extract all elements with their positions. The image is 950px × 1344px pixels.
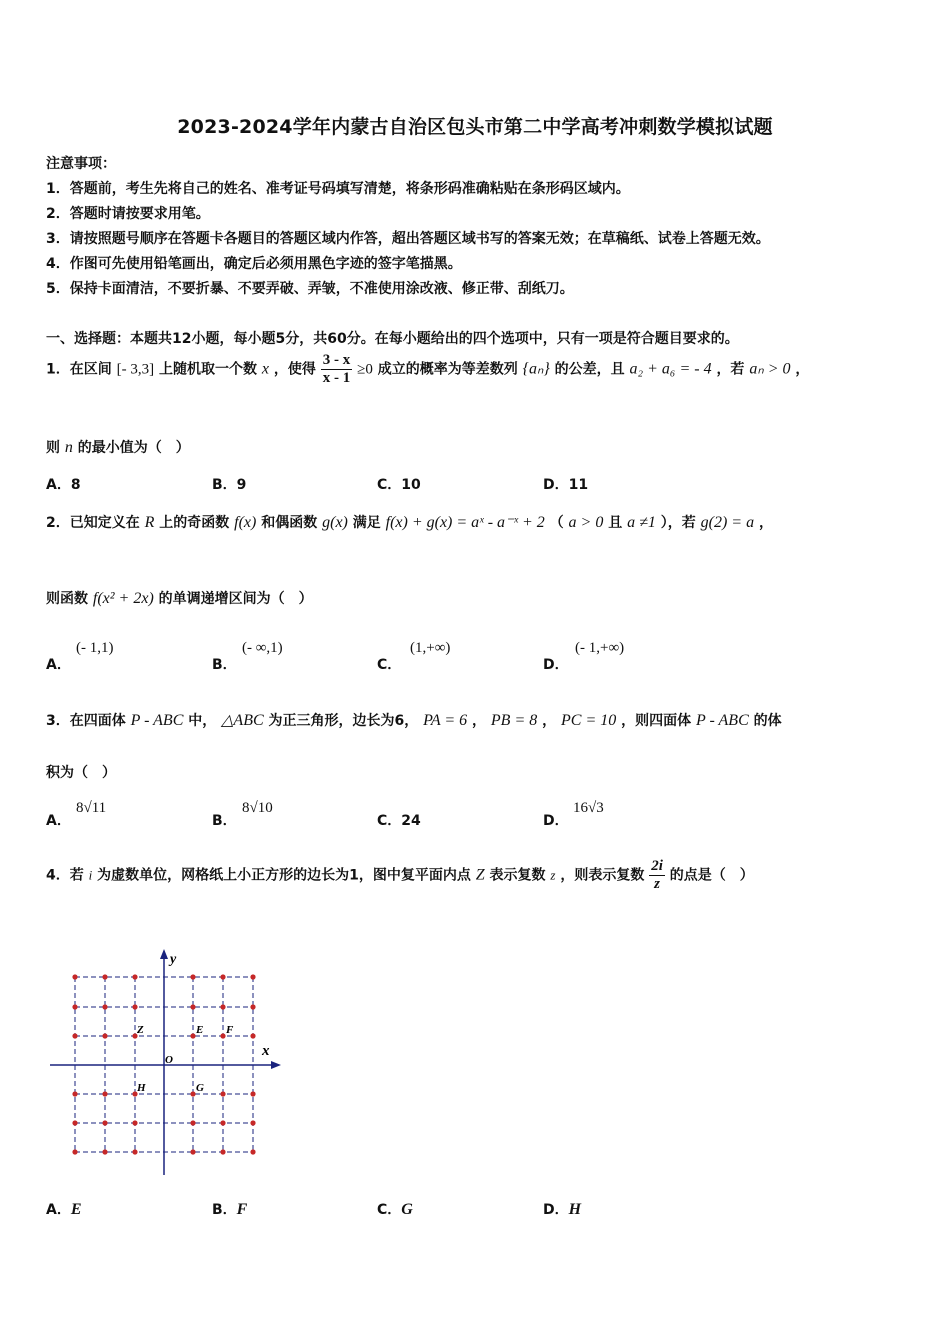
grid-dot <box>190 974 195 979</box>
q2-g: g(x) <box>322 514 348 531</box>
grid-dot <box>250 1033 255 1038</box>
q2-option-a-value[interactable]: (- 1,1) <box>76 640 114 656</box>
point-e-label: E <box>196 1024 204 1036</box>
notice-item: 1．答题前，考生先将自己的姓名、准考证号码填写清楚，将条形码准确粘贴在条形码区域内。 <box>46 181 630 197</box>
q1-var: x <box>261 360 269 378</box>
q3-option-d-value[interactable]: 16√3 <box>573 800 604 816</box>
q2-text: 且 <box>608 515 623 531</box>
q2-option-d-value[interactable]: (- 1,+∞) <box>575 640 625 656</box>
grid-dot <box>132 1004 137 1009</box>
grid-dot <box>72 974 77 979</box>
q2-cond: a ≠1 <box>627 514 656 531</box>
notice-item: 5．保持卡面清洁，不要折暴、不要弄破、弄皱，不准使用涂改液、修正带、刮纸刀。 <box>46 281 574 297</box>
q4-option-d-value: H <box>568 1201 582 1218</box>
q2-text: ， <box>758 515 773 531</box>
q1-fraction-den: x - 1 <box>322 370 351 386</box>
q2-text: 和偶函数 <box>261 515 318 531</box>
q1-text: 上随机取一个数 <box>159 361 257 378</box>
q4-option-c-value: G <box>401 1201 413 1218</box>
grid-dot <box>220 1149 225 1154</box>
notice-item: 3．请按照题号顺序在答题卡各题目的答题区域内作答，超出答题区域书写的答案无效；在草稿纸、试卷上答题无效。 <box>46 231 770 247</box>
grid-dot <box>102 1033 107 1038</box>
q3-line2: 积为（ ） <box>46 765 116 781</box>
q4-text: ，则表示复数 <box>560 867 645 884</box>
q2-f: f(x) <box>234 514 257 531</box>
q3-option-c[interactable]: C．24 <box>377 813 421 829</box>
q2-text: 上的奇函数 <box>159 515 230 531</box>
q1-seq: {aₙ} <box>522 360 550 378</box>
q1-var-n: n <box>64 439 73 456</box>
q4-option-a[interactable] <box>46 1199 82 1219</box>
q4-option-b[interactable] <box>212 1199 247 1219</box>
notice-item: 4．作图可先使用铅笔画出，确定后必须用黑色字迹的签字笔描黑。 <box>46 256 462 272</box>
q1-cond: a₂ + a₆ = - 4 <box>629 360 712 378</box>
grid-dot <box>102 1004 107 1009</box>
grid-dot <box>220 1033 225 1038</box>
q3-option-d-label[interactable]: D． <box>543 813 569 829</box>
q4-z: z <box>550 867 556 883</box>
q1-ge: ≥0 <box>357 361 373 378</box>
q1-option-c[interactable]: C．10 <box>377 477 421 493</box>
q4-option-d-label: D． <box>543 1202 569 1218</box>
q4-i: i <box>88 867 93 883</box>
q1-cond2: aₙ > 0 <box>749 360 791 378</box>
q4-option-c-label: C． <box>377 1202 402 1218</box>
grid-dot <box>132 974 137 979</box>
q1-text: ， <box>795 361 810 378</box>
q4-option-b-value: F <box>236 1201 248 1218</box>
question-3 <box>46 710 782 730</box>
grid-dot <box>132 1120 137 1125</box>
q3-text: 中， <box>188 713 217 729</box>
q2-text: 满足 <box>352 515 381 531</box>
q2-option-a-label[interactable]: A． <box>46 657 71 673</box>
x-axis-label: x <box>262 1043 270 1059</box>
q3-pb: PB = 8 <box>490 712 538 729</box>
complex-plane-figure <box>45 945 290 1180</box>
q2-cond: g(2) = a <box>700 514 755 531</box>
q3-triangle: △ABC <box>221 712 264 729</box>
q3-text: 为正三角形，边长为6， <box>268 713 419 729</box>
grid-dot <box>220 974 225 979</box>
q1-option-d[interactable]: D．11 <box>543 477 589 493</box>
point-z-label: Z <box>137 1024 144 1036</box>
q2-var: R <box>144 514 155 531</box>
q1-fraction <box>321 352 353 387</box>
point-h-label: H <box>137 1082 146 1094</box>
grid-dot <box>190 1149 195 1154</box>
q3-tetra: P - ABC <box>696 712 749 729</box>
q3-option-a-value[interactable]: 8√11 <box>76 800 107 816</box>
notice-heading: 注意事项： <box>46 156 116 172</box>
q3-pa: PA = 6 <box>423 712 468 729</box>
grid-dot <box>72 1004 77 1009</box>
q3-option-a-label[interactable]: A． <box>46 813 71 829</box>
q4-fraction-den: z <box>654 876 660 892</box>
grid-dot <box>250 1149 255 1154</box>
section-heading: 一、选择题：本题共12小题，每小题5分，共60分。在每小题给出的四个选项中，只有一项是符合题目要求的。 <box>46 331 739 347</box>
grid-dot <box>190 1033 195 1038</box>
grid-dot <box>250 1091 255 1096</box>
q4-text: 为虚数单位，网格纸上小正方形的边长为1，图中复平面内点 <box>97 867 471 884</box>
q1-text: 1．在区间 <box>46 361 112 378</box>
q2-cond: a > 0 <box>568 514 604 531</box>
q4-point-z: Z <box>475 866 485 884</box>
grid-dot <box>220 1091 225 1096</box>
y-axis-arrow <box>160 949 168 959</box>
grid-dot <box>190 1091 195 1096</box>
q2-fx: f(x² + 2x) <box>92 590 154 607</box>
q4-fraction <box>649 858 665 893</box>
q4-option-a-value: E <box>70 1201 82 1218</box>
question-4 <box>46 858 754 893</box>
q3-text: 的体 <box>753 713 782 729</box>
y-axis-label: y <box>170 952 177 967</box>
q2-text: 的单调递增区间为（ ） <box>158 591 313 607</box>
point-f-label: F <box>226 1024 234 1036</box>
q2-option-c-value[interactable]: (1,+∞) <box>410 640 451 656</box>
grid-dot <box>250 1004 255 1009</box>
grid-dot <box>102 974 107 979</box>
grid-dot <box>190 1004 195 1009</box>
q2-line2 <box>46 588 313 608</box>
grid-dot <box>72 1120 77 1125</box>
q1-text: 则 <box>46 440 60 456</box>
q1-text: ，若 <box>716 361 745 378</box>
q2-option-c-label[interactable]: C． <box>377 657 402 673</box>
q1-option-a[interactable]: A．8 <box>46 477 81 493</box>
page-title: 2023-2024学年内蒙古自治区包头市第二中学高考冲刺数学模拟试题 <box>177 116 773 138</box>
q3-option-c-label: C． <box>377 813 402 829</box>
question-2 <box>46 512 773 532</box>
q3-text: 3．在四面体 <box>46 713 126 729</box>
q2-option-b-value[interactable]: (- ∞,1) <box>242 640 283 656</box>
grid-dot <box>220 1004 225 1009</box>
grid-dot <box>250 1120 255 1125</box>
q4-option-d[interactable] <box>543 1199 581 1219</box>
q4-option-a-label: A． <box>46 1202 71 1218</box>
q4-text: 表示复数 <box>489 867 546 884</box>
q3-option-b-value[interactable]: 8√10 <box>242 800 273 816</box>
grid-dot <box>72 1149 77 1154</box>
grid-dot <box>250 974 255 979</box>
q2-text: 2．已知定义在 <box>46 515 140 531</box>
q3-option-b-label[interactable]: B． <box>212 813 237 829</box>
q2-option-b-label[interactable]: B． <box>212 657 237 673</box>
grid-dot <box>72 1033 77 1038</box>
grid-dot <box>132 1149 137 1154</box>
grid-dot <box>190 1120 195 1125</box>
q1-interval: [- 3,3] <box>116 361 155 378</box>
grid-dot <box>102 1091 107 1096</box>
q3-text: ， <box>542 713 557 729</box>
q2-text: 则函数 <box>46 591 88 607</box>
q4-fraction-num: 2i <box>651 858 663 874</box>
q4-option-c[interactable] <box>377 1199 413 1219</box>
grid-dot <box>102 1120 107 1125</box>
q1-option-b[interactable]: B．9 <box>212 477 247 493</box>
q1-text: ，使得 <box>273 361 316 378</box>
point-g-label: G <box>196 1082 204 1094</box>
q3-pc: PC = 10 <box>561 712 617 729</box>
grid-dot <box>220 1120 225 1125</box>
question-1 <box>46 352 809 387</box>
q1-text: 成立的概率为等差数列 <box>377 361 518 378</box>
x-axis-arrow <box>271 1061 281 1069</box>
q1-text: 的公差，且 <box>554 361 625 378</box>
q4-text: 的点是（ ） <box>669 867 754 884</box>
q1-fraction-num: 3 - x <box>322 352 351 368</box>
q2-text: ），若 <box>660 515 696 531</box>
q2-option-d-label[interactable]: D． <box>543 657 569 673</box>
grid-dot <box>102 1149 107 1154</box>
q2-text: （ <box>549 515 564 531</box>
q3-text: ， <box>472 713 487 729</box>
origin-label: O <box>165 1054 173 1066</box>
grid-dot <box>72 1091 77 1096</box>
q1-text: 的最小值为（ ） <box>77 440 190 456</box>
q3-text: ，则四面体 <box>621 713 692 729</box>
q3-tetra: P - ABC <box>130 712 184 729</box>
q4-option-b-label: B． <box>212 1202 237 1218</box>
q1-line2 <box>46 437 190 457</box>
notice-item: 2．答题时请按要求用笔。 <box>46 206 210 222</box>
q4-text: 4．若 <box>46 867 84 884</box>
q2-equation: f(x) + g(x) = aˣ - a⁻ˣ + 2 <box>385 514 545 531</box>
